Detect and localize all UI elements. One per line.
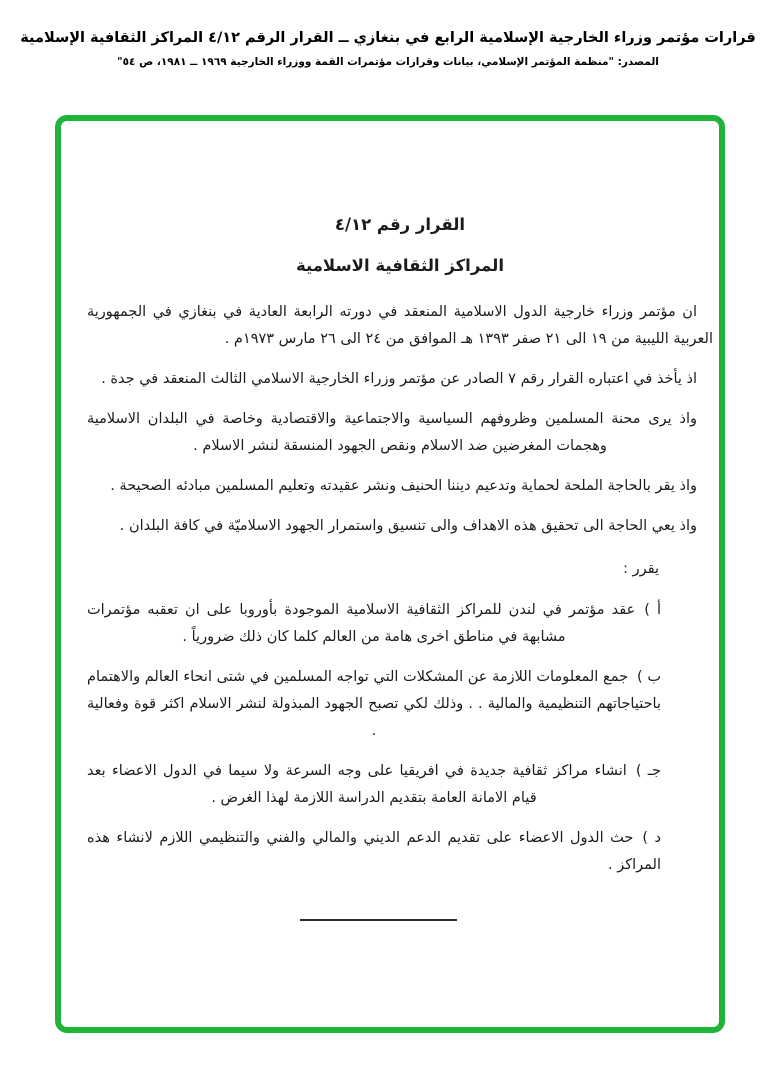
preamble-paragraph-3: واذ يرى محنة المسلمين وظروفهم السياسية والاجتماعية والاقتصادية وخاصة في البلدان الاسلامية وهجمات المغرضين ضد الاسلام ونقص الجهود المنسقة لنشر الاسلام .	[87, 411, 697, 454]
item-marker-j: جـ )	[635, 763, 661, 779]
header-title: قرارات مؤتمر وزراء الخارجية الإسلامية الرابع في بنغازي ــ القرار الرقم ٤/١٢ المراكز الثقافية الإسلامية	[20, 30, 756, 46]
item-marker-a: أ )	[644, 602, 662, 618]
highlight-frame	[55, 115, 725, 1033]
end-divider	[300, 919, 457, 921]
resolution-item-a	[87, 597, 661, 651]
preamble-paragraph-5: واذ يعي الحاجة الى تحقيق هذه الاهداف والى تنسيق واستمرار الجهود الاسلاميّة في كافة البلدان .	[119, 518, 697, 534]
item-marker-d: د )	[642, 830, 661, 846]
resolution-subject-title: المراكز الثقافية الاسلامية	[295, 256, 505, 275]
page-header	[0, 30, 776, 68]
resolution-items-list	[87, 597, 661, 879]
resolution-item-d	[87, 825, 661, 879]
preamble-paragraph-1: ان مؤتمر وزراء خارجية الدول الاسلامية المنعقد في دورته الرابعة العادية في بنغازي في الجمهورية العربية الليبية من ١٩ الى ٢١ صفر ١٣٩٣ هـ الموافق من ٢٤ الى ٢٦ مارس ١٩٧٣م .	[87, 304, 713, 347]
item-marker-b: ب )	[637, 669, 661, 685]
header-source-citation: المصدر: "منظمة المؤتمر الإسلامي، بيانات وقرارات مؤتمرات القمة ووزراء الخارجية ١٩٦٩ ــ ١٩٨١، ص ٥٤"	[117, 56, 659, 68]
preamble-paragraph-4: واذ يقر بالحاجة الملحة لحماية وتدعيم ديننا الحنيف ونشر عقيدته وتعليم المسلمين مبادئه الصحيحة .	[110, 478, 697, 494]
item-text-b: جمع المعلومات اللازمة عن المشكلات التي تواجه المسلمين في شتى انحاء العالم والاهتمام باحتياجاتهم التنظيمية والمالية . . وذلك لكي تصبح الجهود المبذولة لنشر الاسلام اكثر قوة وفعالية .	[87, 669, 661, 739]
document-page	[61, 121, 719, 1027]
resolution-number-title: القرار رقم ٤/١٢	[334, 215, 466, 234]
resolution-item-j	[87, 758, 661, 812]
item-text-a: عقد مؤتمر في لندن للمراكز الثقافية الاسلامية الموجودة بأوروبا على ان تعقبه مؤتمرات مشابهة في مناطق اخرى هامة من العالم كلما كان ذلك ضرورياً .	[87, 602, 636, 645]
item-text-j: انشاء مراكز ثقافية جديدة في افريقيا على وجه السرعة ولا سيما في الدول الاعضاء بعد قيام الامانة العامة بتقديم الدراسة اللازمة لهذا الغرض .	[87, 763, 627, 806]
resolution-item-b	[87, 664, 661, 745]
preamble-paragraph-2: اذ يأخذ في اعتباره القرار رقم ٧ الصادر عن مؤتمر وزراء الخارجية الاسلامي الثالث المنعقد في جدة .	[101, 371, 697, 387]
item-text-d: حث الدول الاعضاء على تقديم الدعم الديني والمالي والفني والتنظيمي اللازم لانشاء هذه المراكز .	[87, 830, 661, 873]
decides-label: يقرر :	[623, 561, 659, 577]
